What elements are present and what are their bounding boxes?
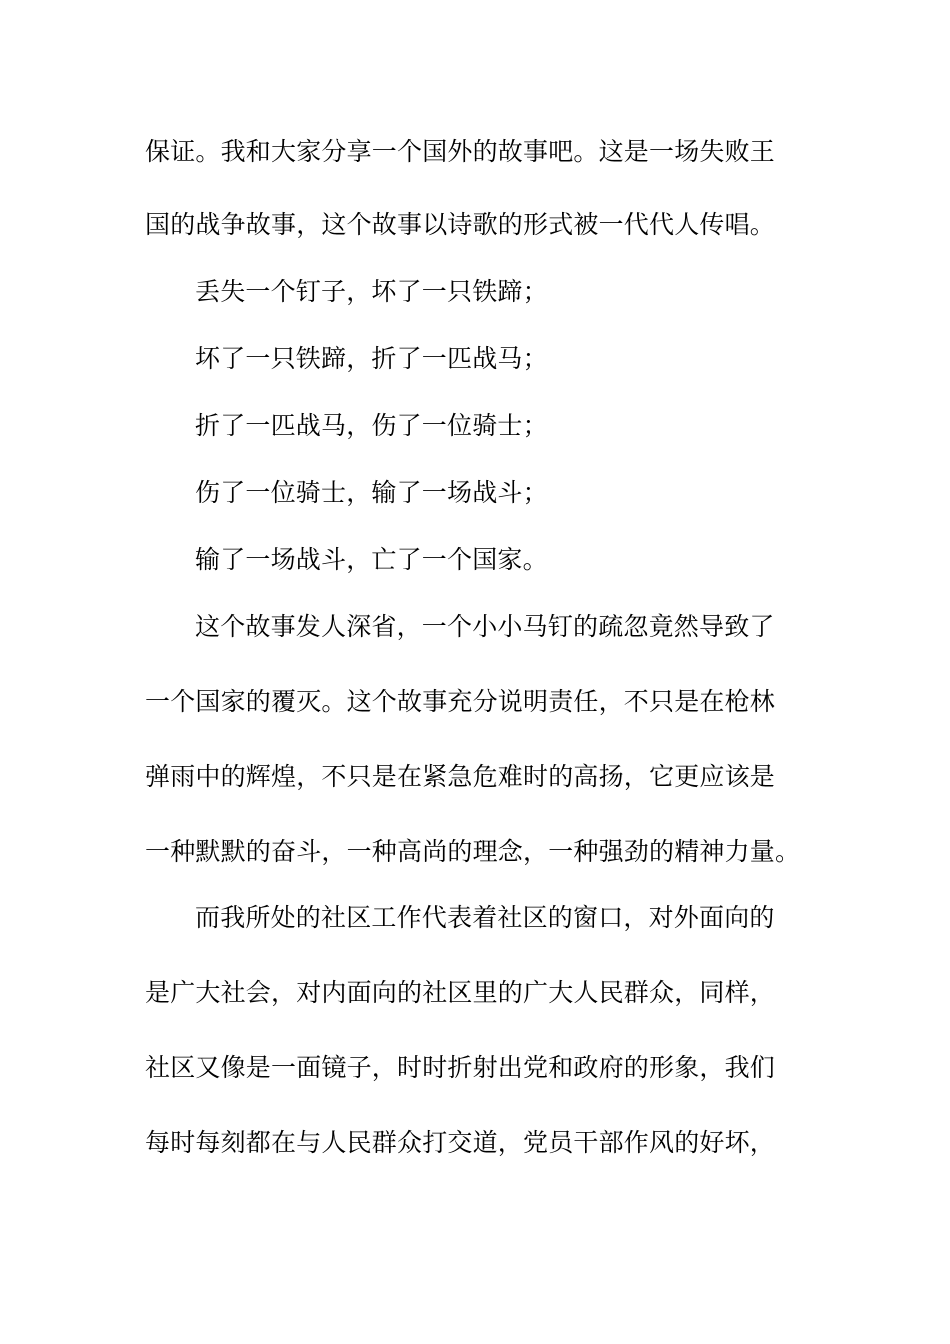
- text-line-15: 每时每刻都在与人民群众打交道，党员干部作风的好坏，: [145, 1128, 776, 1157]
- poem-line-2: 坏了一只铁蹄，折了一匹战马；: [195, 344, 548, 373]
- text-line-1: 保证。我和大家分享一个国外的故事吧。这是一场失败王: [145, 137, 776, 166]
- paragraph-start-line: 而我所处的社区工作代表着社区的窗口，对外面向的: [195, 903, 775, 932]
- poem-line-1: 丢失一个钉子，坏了一只铁蹄；: [195, 277, 548, 306]
- text-line-10: 弹雨中的辉煌，不只是在紧急危难时的高扬，它更应该是: [145, 762, 776, 791]
- text-line-2: 国的战争故事，这个故事以诗歌的形式被一代代人传唱。: [145, 210, 776, 239]
- text-line-13: 是广大社会，对内面向的社区里的广大人民群众，同样，: [145, 978, 776, 1007]
- text-line-11: 一种默默的奋斗，一种高尚的理念，一种强劲的精神力量。: [145, 837, 801, 866]
- poem-line-4: 伤了一位骑士，输了一场战斗；: [195, 478, 548, 507]
- poem-line-5: 输了一场战斗，亡了一个国家。: [195, 545, 548, 574]
- paragraph-start-line: 这个故事发人深省，一个小小马钉的疏忽竟然导致了: [195, 612, 775, 641]
- poem-line-3: 折了一匹战马，伤了一位骑士；: [195, 411, 548, 440]
- text-line-14: 社区又像是一面镜子，时时折射出党和政府的形象，我们: [145, 1053, 776, 1082]
- text-line-9: 一个国家的覆灭。这个故事充分说明责任，不只是在枪林: [145, 687, 776, 716]
